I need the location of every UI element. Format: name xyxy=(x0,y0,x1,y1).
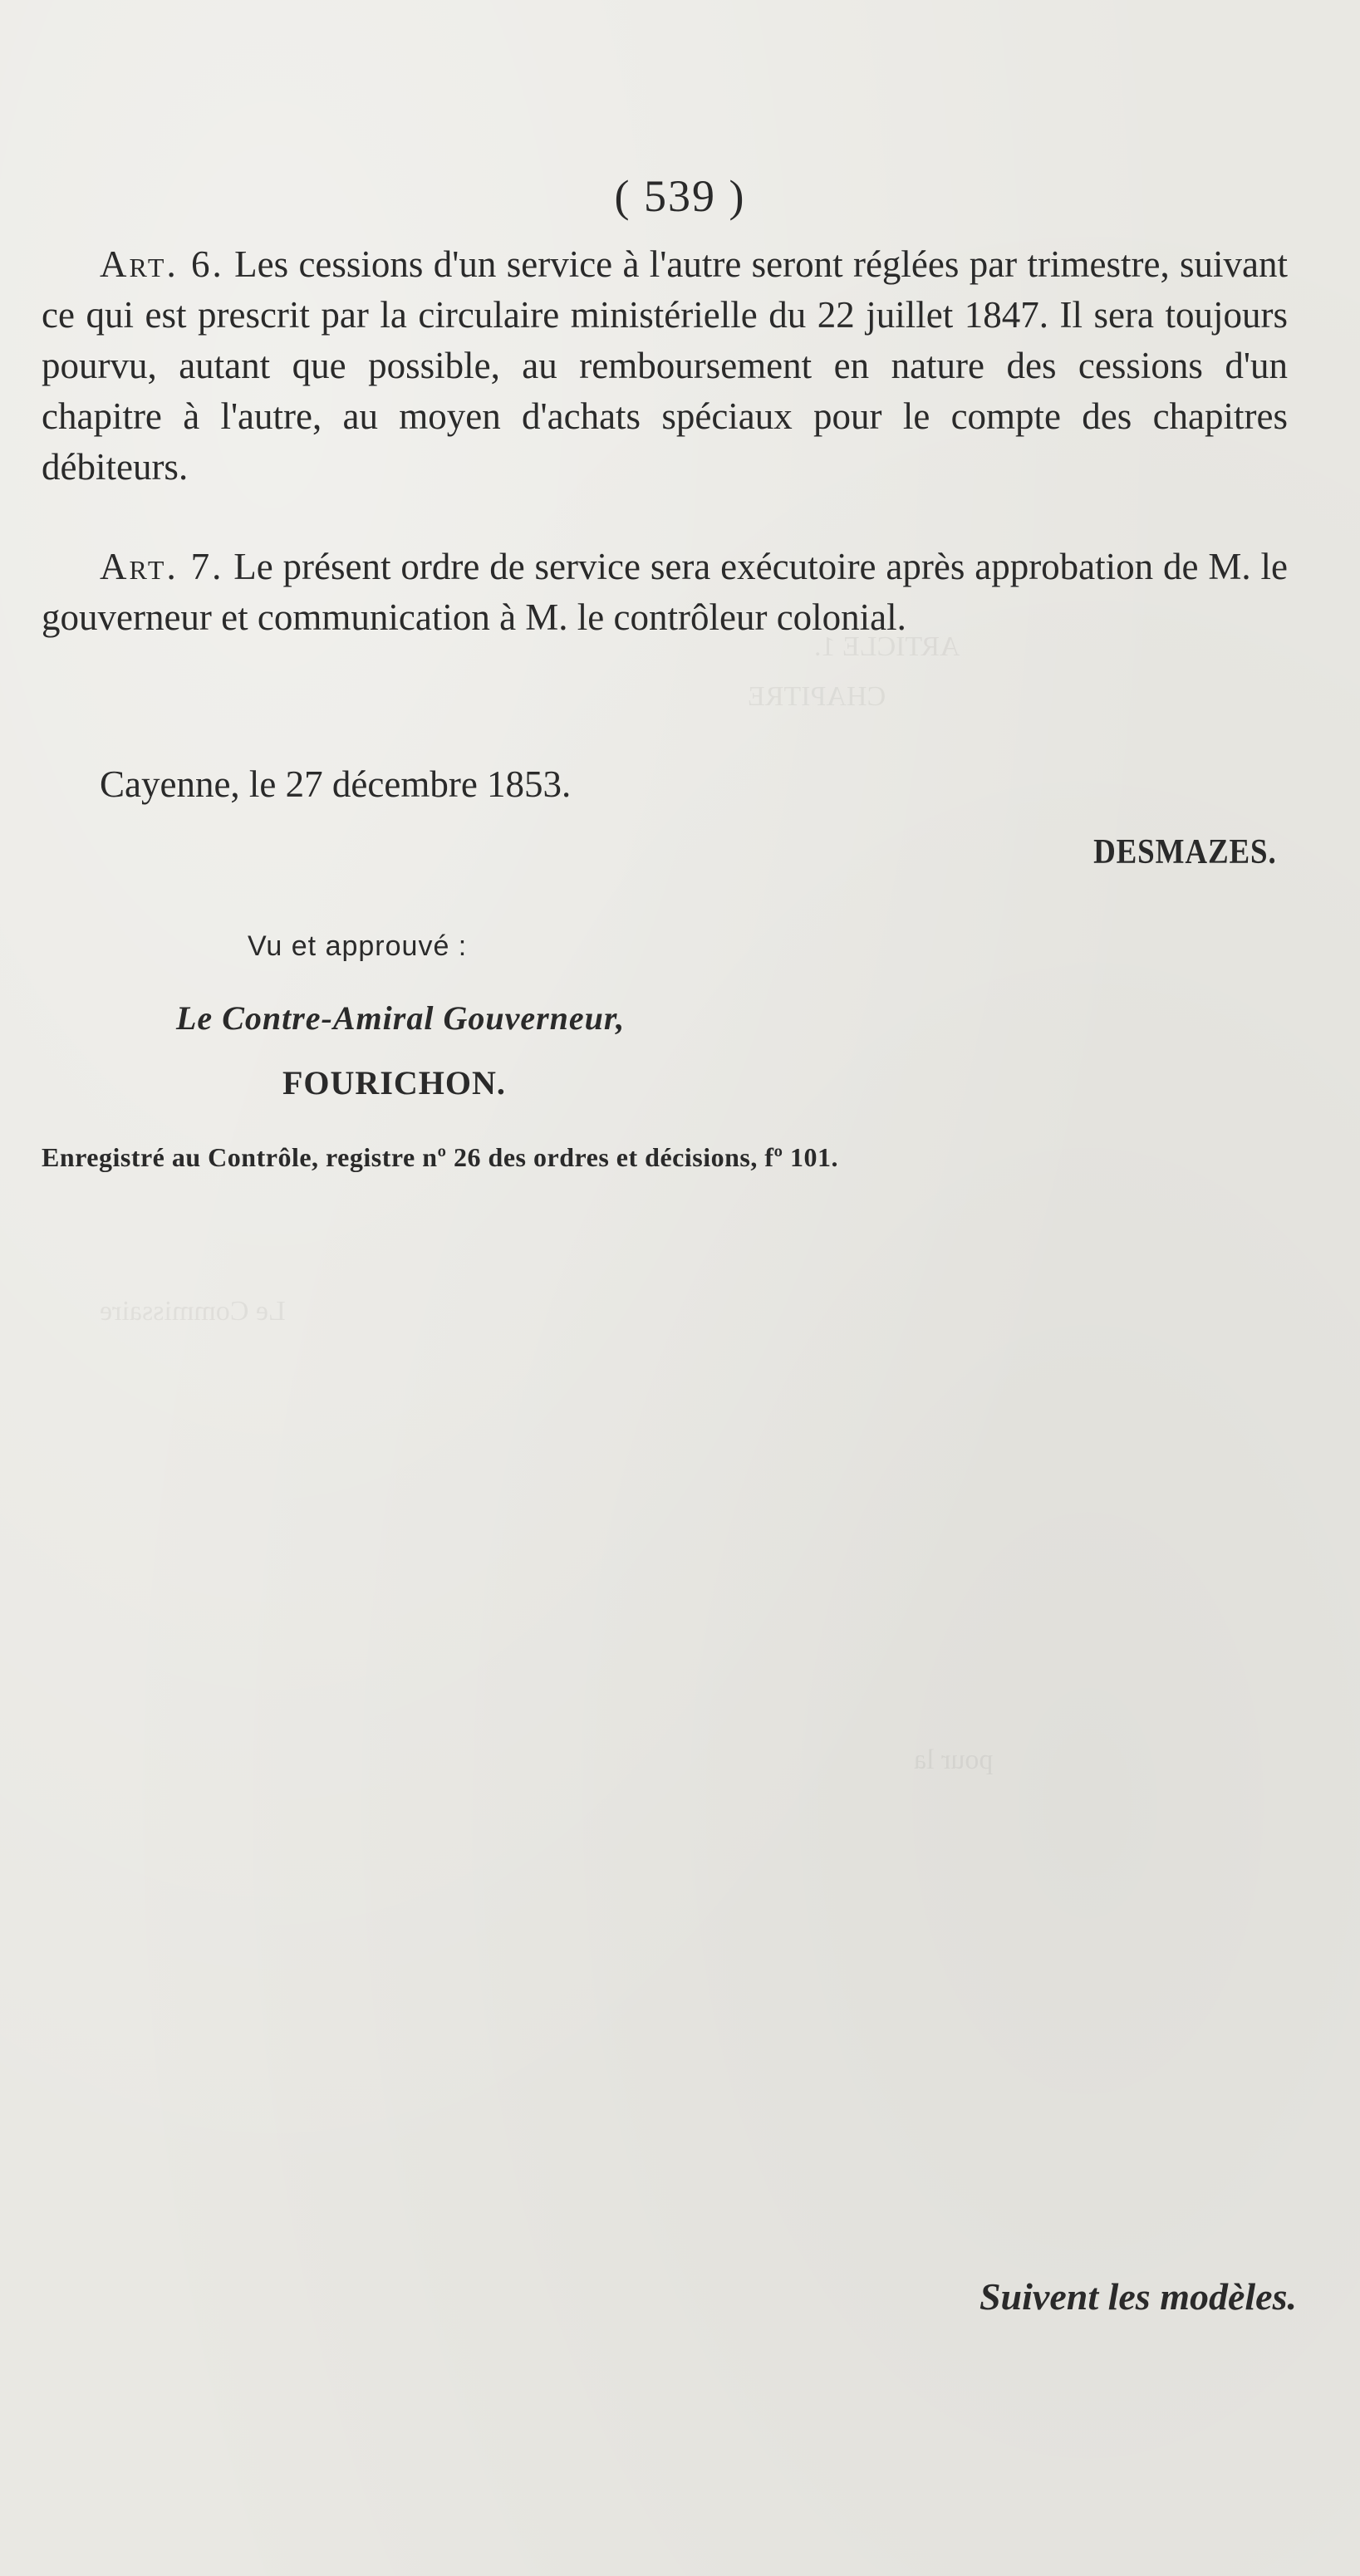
article-6-label: Art. 6. xyxy=(100,243,224,285)
page-number: ( 539 ) xyxy=(614,171,746,221)
article-6 xyxy=(42,239,1288,493)
approved-label: Vu et approuvé : xyxy=(248,930,468,962)
article-7 xyxy=(42,542,1288,643)
article-6-text: Les cessions d'un service à l'autre seront réglées par trimestre, suivant ce qui est prescrit par la circulaire ministérielle du 22 juillet 1847. Il sera toujours pourvu, autant que possible, au remboursement en nature des cessions d'un chapitre à l'autre, au moyen d'achats spéciaux pour le compte des chapitres débiteurs. xyxy=(42,243,1289,488)
dateline: Cayenne, le 27 décembre 1853. xyxy=(100,763,572,805)
following-models-note: Suivent les modèles. xyxy=(979,2275,1297,2318)
show-through-texture: ARTICLE 1. CHAPITRE Le Commissaire pour la xyxy=(100,631,994,1775)
governor-title: Le Contre-Amiral Gouverneur, xyxy=(176,999,626,1037)
article-7-label: Art. 7. xyxy=(100,546,224,587)
article-7-text: Le présent ordre de service sera exécutoire après approbation de M. le gouverneur et communication à M. le contrôleur colonial. xyxy=(42,546,1288,638)
registration-note: Enregistré au Contrôle, registre nº 26 des ordres et décisions, fº 101. xyxy=(42,1142,839,1172)
signature-desmazes: DESMAZES. xyxy=(1093,833,1277,871)
signature-fourichon: FOURICHON. xyxy=(282,1064,506,1102)
